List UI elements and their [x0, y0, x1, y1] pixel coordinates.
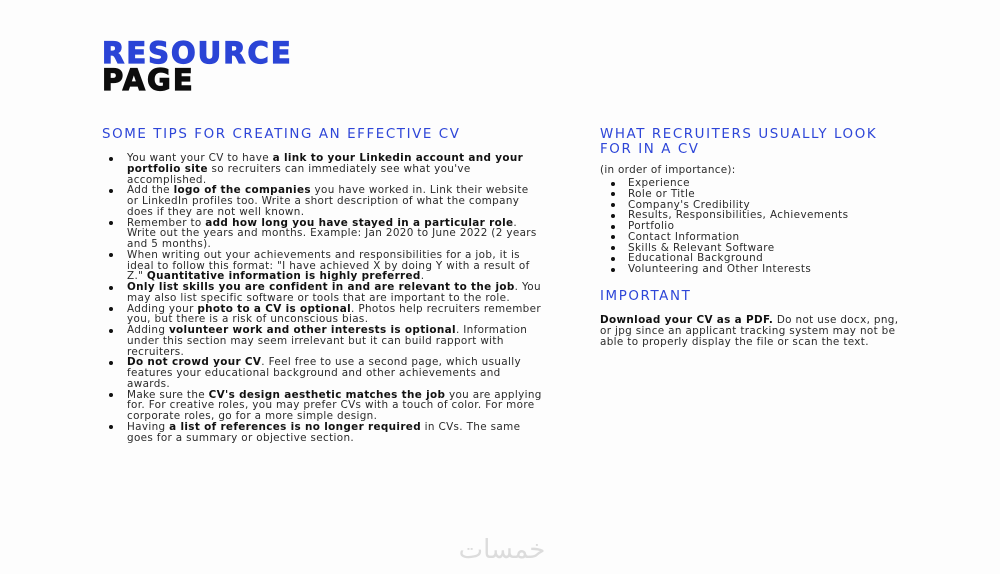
title-line-2: PAGE [102, 63, 195, 97]
importance-subtitle: (in order of importance): [600, 164, 736, 176]
text-run: you are applying for. For creative roles, you may prefer CVs with a touch of color. For more corporate roles, go for a more simple design. [127, 388, 542, 422]
priority-item: Educational Background [600, 253, 900, 264]
recruiters-section [600, 127, 900, 348]
text-run: Adding [127, 324, 169, 336]
priority-item: Portfolio [600, 221, 900, 232]
tip-item [102, 185, 542, 217]
text-run: . Write out the years and months. Example: Jan 2020 to June 2022 (2 years and 5 months). [127, 216, 537, 250]
priority-item: Contact Information [600, 232, 900, 243]
text-run: You want your CV to have [127, 152, 273, 164]
recruiters-heading: WHAT RECRUITERS USUALLY LOOK FOR IN A CV [600, 127, 878, 157]
text-run: When writing out your achievements and responsibilities for a job, it is ideal to follow this format: "I have achieved X by doing Y with a result of Z." [127, 248, 530, 283]
tip-item [102, 153, 542, 185]
text-run: Add the [127, 184, 174, 197]
bold-text: Download your CV as a PDF. [600, 313, 774, 326]
text-run: so recruiters can immediately see what you've accomplished. [127, 162, 471, 186]
tips-list [102, 153, 542, 443]
bold-text: add how long you have stayed in a particular role [205, 216, 514, 229]
bold-text: CV's design aesthetic matches the job [208, 388, 446, 401]
tip-item [102, 357, 542, 389]
bold-text: Do not crowd your CV [127, 356, 262, 369]
tip-item [102, 250, 542, 282]
text-run: in CVs. The same goes for a summary or objective section. [127, 420, 521, 444]
priority-list [600, 178, 900, 275]
tip-item [102, 422, 542, 444]
bold-text: a list of references is no longer required [169, 420, 421, 433]
priority-item: Role or Title [600, 189, 900, 200]
tip-item [102, 282, 542, 304]
priority-item: Volunteering and Other Interests [600, 264, 900, 275]
bold-text: logo of the companies [173, 184, 311, 197]
important-heading: IMPORTANT [600, 288, 692, 304]
priority-item: Skills & Relevant Software [600, 243, 900, 254]
priority-item: Results, Responsibilities, Achievements [600, 210, 900, 221]
page-title [102, 36, 293, 97]
tip-item [102, 325, 542, 357]
text-run: Adding your [127, 302, 198, 315]
text-run: Make sure the [127, 388, 209, 401]
priority-item: Experience [600, 178, 900, 189]
text-run: Having [127, 420, 170, 433]
text-run: . Photos help recruiters remember you, but there is a risk of unconscious bias. [127, 302, 541, 326]
text-run: Do not use docx, png, or jpg since an applicant tracking system may not be able to properly display the file or scan the text. [600, 313, 899, 348]
text-run: Remember to [127, 216, 206, 229]
tips-section [102, 127, 542, 443]
text-run: you have worked in. Link their website or LinkedIn profiles too. Write a short description of what the company does if they are not well known. [127, 184, 529, 218]
text-run: . Feel free to use a second page, which usually features your educational background and other achievements and awards. [127, 356, 521, 390]
bold-text: photo to a CV is optional [197, 302, 352, 315]
bold-text: Quantitative information is highly preferred [146, 270, 421, 283]
watermark-logo: خمسات [458, 535, 546, 565]
text-run: . [420, 270, 425, 283]
bold-text: volunteer work and other interests is optional [168, 324, 456, 336]
title-line-1: RESOURCE [102, 36, 293, 70]
tip-item [102, 304, 542, 326]
important-note [600, 315, 900, 348]
text-run: . Information under this section may seem irrelevant but it can build rapport with recruiters. [127, 324, 528, 358]
bold-text: a link to your Linkedin account and your portfolio site [127, 152, 524, 175]
priority-item: Company's Credibility [600, 200, 900, 211]
bold-text: Only list skills you are confident in and are relevant to the job [127, 281, 515, 293]
tip-item [102, 218, 542, 250]
text-run: . You may also list specific software or tools that are important to the role. [127, 281, 541, 304]
tip-item [102, 390, 542, 422]
tips-heading: SOME TIPS FOR CREATING AN EFFECTIVE CV [102, 127, 461, 142]
